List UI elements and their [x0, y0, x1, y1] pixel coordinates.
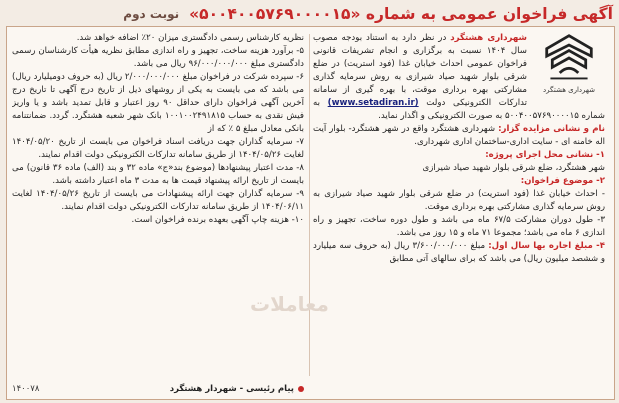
signature-name: پیام رئیسی - شهردار هشتگرد	[169, 384, 294, 394]
item-5-text: ۵- برآورد هزینه ساخت، تجهیز و راه اندازی مطابق نظریه هیأت کارشناسان رسمی دادگستری مبلغ ۹۶/۰۰۰/۰۰۰/۰۰۰ ریال می باشد.	[12, 46, 304, 69]
ad-header	[6, 2, 613, 26]
item-4-continued: نظریه کارشناس رسمی دادگستری میزان ۲۰٪ اضافه خواهد شد.	[76, 33, 304, 43]
item-4-text: مبلغ ۳/۶۰۰/۰۰۰/۰۰۰ ریال (به حروف سه میلیارد و ششصد میلیون ریال) می باشد که برای سالهای آتی مطابق	[313, 241, 605, 264]
item-1-label: ۱- نشانی محل اجرای پروژه:	[485, 150, 605, 160]
item-2-label: ۲- موضوع فراخوان:	[520, 176, 605, 186]
item-2-text: - احداث خیابان غذا (فود استریت) در ضلع شرقی بلوار شهید صیاد شیرازی به روش سرمایه گذاری مشارکتی بهره برداری موقت.	[313, 189, 605, 212]
address-label: نام و نشانی مزایده گزار:	[498, 124, 605, 134]
ad-round: نوبت دوم	[123, 7, 180, 21]
setadiran-link[interactable]: (www.setadiran.ir)	[327, 98, 419, 108]
item-4-label: ۴- مبلغ اجاره بها سال اول:	[488, 241, 605, 251]
item-6-text: ۶- سپرده شرکت در فراخوان مبلغ ۲/۰۰۰/۰۰۰/۰۰۰ ریال (به حروف دومیلیارد ریال) می باشد که می بایست به یکی از روشهای ذیل از تاریخ درج آگهی تا تاریخ درج آخرین آگهی فراخوان دارای حداقل ۹۰ روز اعتبار و قابل تمدید باشد و یا واریز فیش نقدی به حساب ۱۰۰۱۰۰۲۴۹۱۸۱۵ بانک شهر شعبه هشتگرد. گردد. ضمانتنامه بانکی معادل مبلغ ۵ ٪ که از	[12, 72, 304, 134]
item-3-text: ۳- طول دوران مشارکت ۶۷/۵ ماه می باشد و طول دوره ساخت، تجهیز و راه اندازی ۶ ماه می باشد؛ مجموعا ۷۱ ماه و ۱۵ روز می باشد.	[313, 215, 605, 238]
ad-title: آگهی فراخوان عمومی به شماره «۵۰۰۴۰۰۵۷۶۹۰۰۰۰۱۵»	[189, 5, 613, 23]
item-8-text: ۸- مدت اعتبار پیشنهادها (موضوع بند«ج» ماده ۳۲ و بند (الف) ماده ۳۶ قانون) می بایست از تاریخ ارائه پیشنهاد قیمت ها به مدت ۳ ماه اعتبار داشته باشد.	[12, 163, 304, 186]
intro-text-2: به شماره ۵۰۰۴۰۰۵۷۶۹۰۰۰۰۱۵ به صورت الکترونیکی و اگذار نماید.	[313, 98, 605, 121]
right-column	[313, 32, 605, 379]
bullet-icon	[298, 386, 304, 392]
signature-name-wrap	[170, 384, 304, 394]
signature-bar	[12, 381, 304, 397]
item-1-text: شهر هشتگرد، ضلع شرقی بلوار شهید صیاد شیرازی	[422, 163, 605, 173]
intro-label: شهرداری هشتگرد	[450, 33, 528, 43]
item-9-text: ۹- سرمایه گذاران جهت ارائه پیشنهادات می بایست از تاریخ ۱۴۰۴/۰۵/۲۶ لغایت ۱۴۰۴/۰۶/۱۱ از طریق سامانه تدارکات الکترونیکی دولت اقدام نمایند.	[12, 189, 304, 212]
municipality-logo	[533, 32, 605, 104]
column-divider	[309, 34, 310, 376]
left-column	[12, 32, 304, 379]
logo-caption: شهرداری هشتگرد	[543, 86, 595, 94]
item-7-text: ۷- سرمایه گذاران جهت دریافت اسناد فراخوان می بایست از تاریخ ۱۴۰۴/۰۵/۲۰ لغایت ۱۴۰۴/۰۵/۲۶ از طریق سامانه تدارکات الکترونیکی دولت اقدام نمایند.	[12, 137, 304, 160]
municipality-emblem-icon	[541, 32, 597, 84]
item-10-text: ۱۰- هزینه چاپ آگهی بعهده برنده فراخوان است.	[131, 215, 304, 225]
intro-text: در نظر دارد به استناد بودجه مصوب سال ۱۴۰۴ نسبت به برگزاری و انجام تشریفات قانونی فراخوان عمومی احداث خیابان غذا (فود استریت) در ضلع شرقی بلوار شهید صیاد شیرازی به روش سرمایه گذاری مشارکتی بهره برداری موقت، با بهره گیری از سامانه تدارکات الکترونیکی دولت	[313, 33, 528, 108]
address-text: شهرداری هشتگرد واقع در شهر هشتگرد- بلوار آیت اله خامنه ای - سایت اداری-ساختمان اداری شهرداری.	[313, 124, 605, 147]
watermark: معاملات	[250, 292, 329, 316]
ad-code: ۱۴۰۰۷۸	[12, 384, 40, 394]
